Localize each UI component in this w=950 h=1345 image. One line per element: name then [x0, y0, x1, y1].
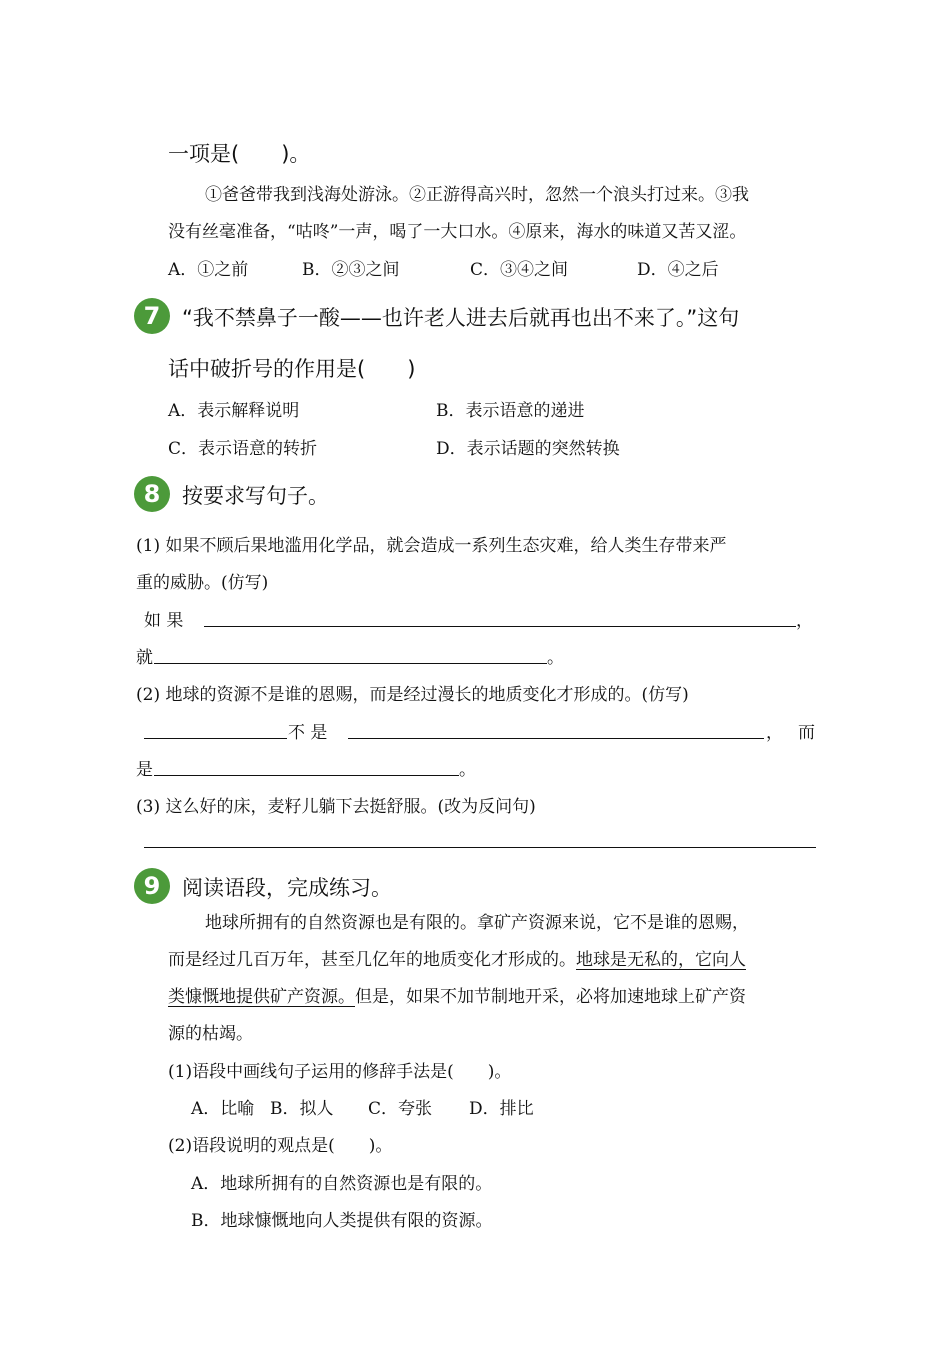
q9-sub1-stem: (1)语段中画线句子运用的修辞手法是( )。: [168, 1062, 512, 1082]
q9-passage-line2: [168, 945, 746, 970]
q7-option-a[interactable]: A．表示解释说明: [168, 401, 300, 421]
q6-passage-line2: 没有丝毫准备，“咕咚”一声，喝了一大口水。④原来，海水的味道又苦又涩。: [168, 222, 747, 242]
q9-sub1-option-c[interactable]: C．夸张: [368, 1099, 433, 1119]
q9-title: 阅读语段，完成练习。: [182, 876, 392, 900]
answer-blank-line[interactable]: [144, 847, 816, 848]
answer-blank-line[interactable]: [154, 775, 459, 776]
q6-option-b[interactable]: B．②③之间: [302, 260, 400, 280]
q6-option-c[interactable]: C．③④之间: [470, 260, 569, 280]
q8-p1-if-label: 如 果: [144, 611, 184, 631]
q6-stem-tail: 一项是( )。: [168, 142, 311, 166]
q9-sub1-option-d[interactable]: D．排比: [469, 1099, 534, 1119]
q9-passage-text: 而是经过几百万年，甚至几亿年的地质变化才形成的。: [168, 950, 576, 970]
answer-blank-line[interactable]: [348, 738, 764, 739]
q9-underlined-sentence: 类慷慨地提供矿产资源。: [168, 987, 355, 1007]
q6-option-d[interactable]: D．④之后: [637, 260, 719, 280]
q9-sub2-stem: (2)语段说明的观点是( )。: [168, 1136, 393, 1156]
q8-p2-comma: ，: [766, 723, 783, 743]
q6-passage-line1: ①爸爸带我到浅海处游泳。②正游得高兴时，忽然一个浪头打过来。③我: [205, 185, 749, 205]
q9-passage-text: 但是，如果不加节制地开采，必将加速地球上矿产资: [355, 987, 746, 1007]
answer-blank-line[interactable]: [144, 738, 287, 739]
q9-sub2-option-a[interactable]: A．地球所拥有的自然资源也是有限的。: [191, 1174, 493, 1194]
q9-sub2-option-b[interactable]: B．地球慷慨地向人类提供有限的资源。: [191, 1211, 493, 1231]
q6-option-a[interactable]: A．①之前: [168, 260, 249, 280]
q8-p2-end: 。: [459, 760, 476, 780]
question-number-badge: 7: [134, 298, 170, 334]
q8-p1-line1: (1) 如果不顾后果地滥用化学品，就会造成一系列生态灾难，给人类生存带来严: [136, 536, 727, 556]
answer-blank-line[interactable]: [154, 663, 547, 664]
q9-underlined-sentence: 地球是无私的，它向人: [576, 950, 746, 970]
question-number-badge: 9: [134, 868, 170, 904]
q9-sub1-option-a[interactable]: A．比喻: [191, 1099, 255, 1119]
q7-option-c[interactable]: C．表示语意的转折: [168, 439, 318, 459]
q8-p2-but-label: 而: [798, 723, 815, 743]
q9-passage-line1: 地球所拥有的自然资源也是有限的。拿矿产资源来说，它不是谁的恩赐，: [205, 913, 749, 933]
q8-p2-line1: (2) 地球的资源不是谁的恩赐，而是经过漫长的地质变化才形成的。(仿写): [136, 685, 689, 705]
q7-option-b[interactable]: B．表示语意的递进: [436, 401, 585, 421]
q8-p2-not-label: 不 是: [288, 723, 328, 743]
q8-p1-comma: ，: [796, 611, 813, 631]
q9-passage-line4: 源的枯竭。: [168, 1024, 253, 1044]
q8-p1-line2: 重的威胁。(仿写): [136, 573, 269, 593]
q8-p1-end: 。: [547, 648, 564, 668]
q8-title: 按要求写句子。: [182, 484, 329, 508]
q9-passage-line3: [168, 982, 746, 1007]
q8-p3-line1: (3) 这么好的床，麦籽儿躺下去挺舒服。(改为反问句): [136, 797, 536, 817]
answer-blank-line[interactable]: [204, 626, 796, 627]
q7-stem-line1: “我不禁鼻子一酸——也许老人进去后就再也出不来了。”这句: [182, 306, 740, 330]
q7-option-d[interactable]: D．表示话题的突然转换: [436, 439, 620, 459]
q7-stem-line2: 话中破折号的作用是( ): [168, 357, 416, 381]
q8-p2-is-label: 是: [136, 760, 153, 780]
q9-sub1-option-b[interactable]: B．拟人: [270, 1099, 334, 1119]
q8-p1-then-label: 就: [136, 648, 153, 668]
question-number-badge: 8: [134, 476, 170, 512]
